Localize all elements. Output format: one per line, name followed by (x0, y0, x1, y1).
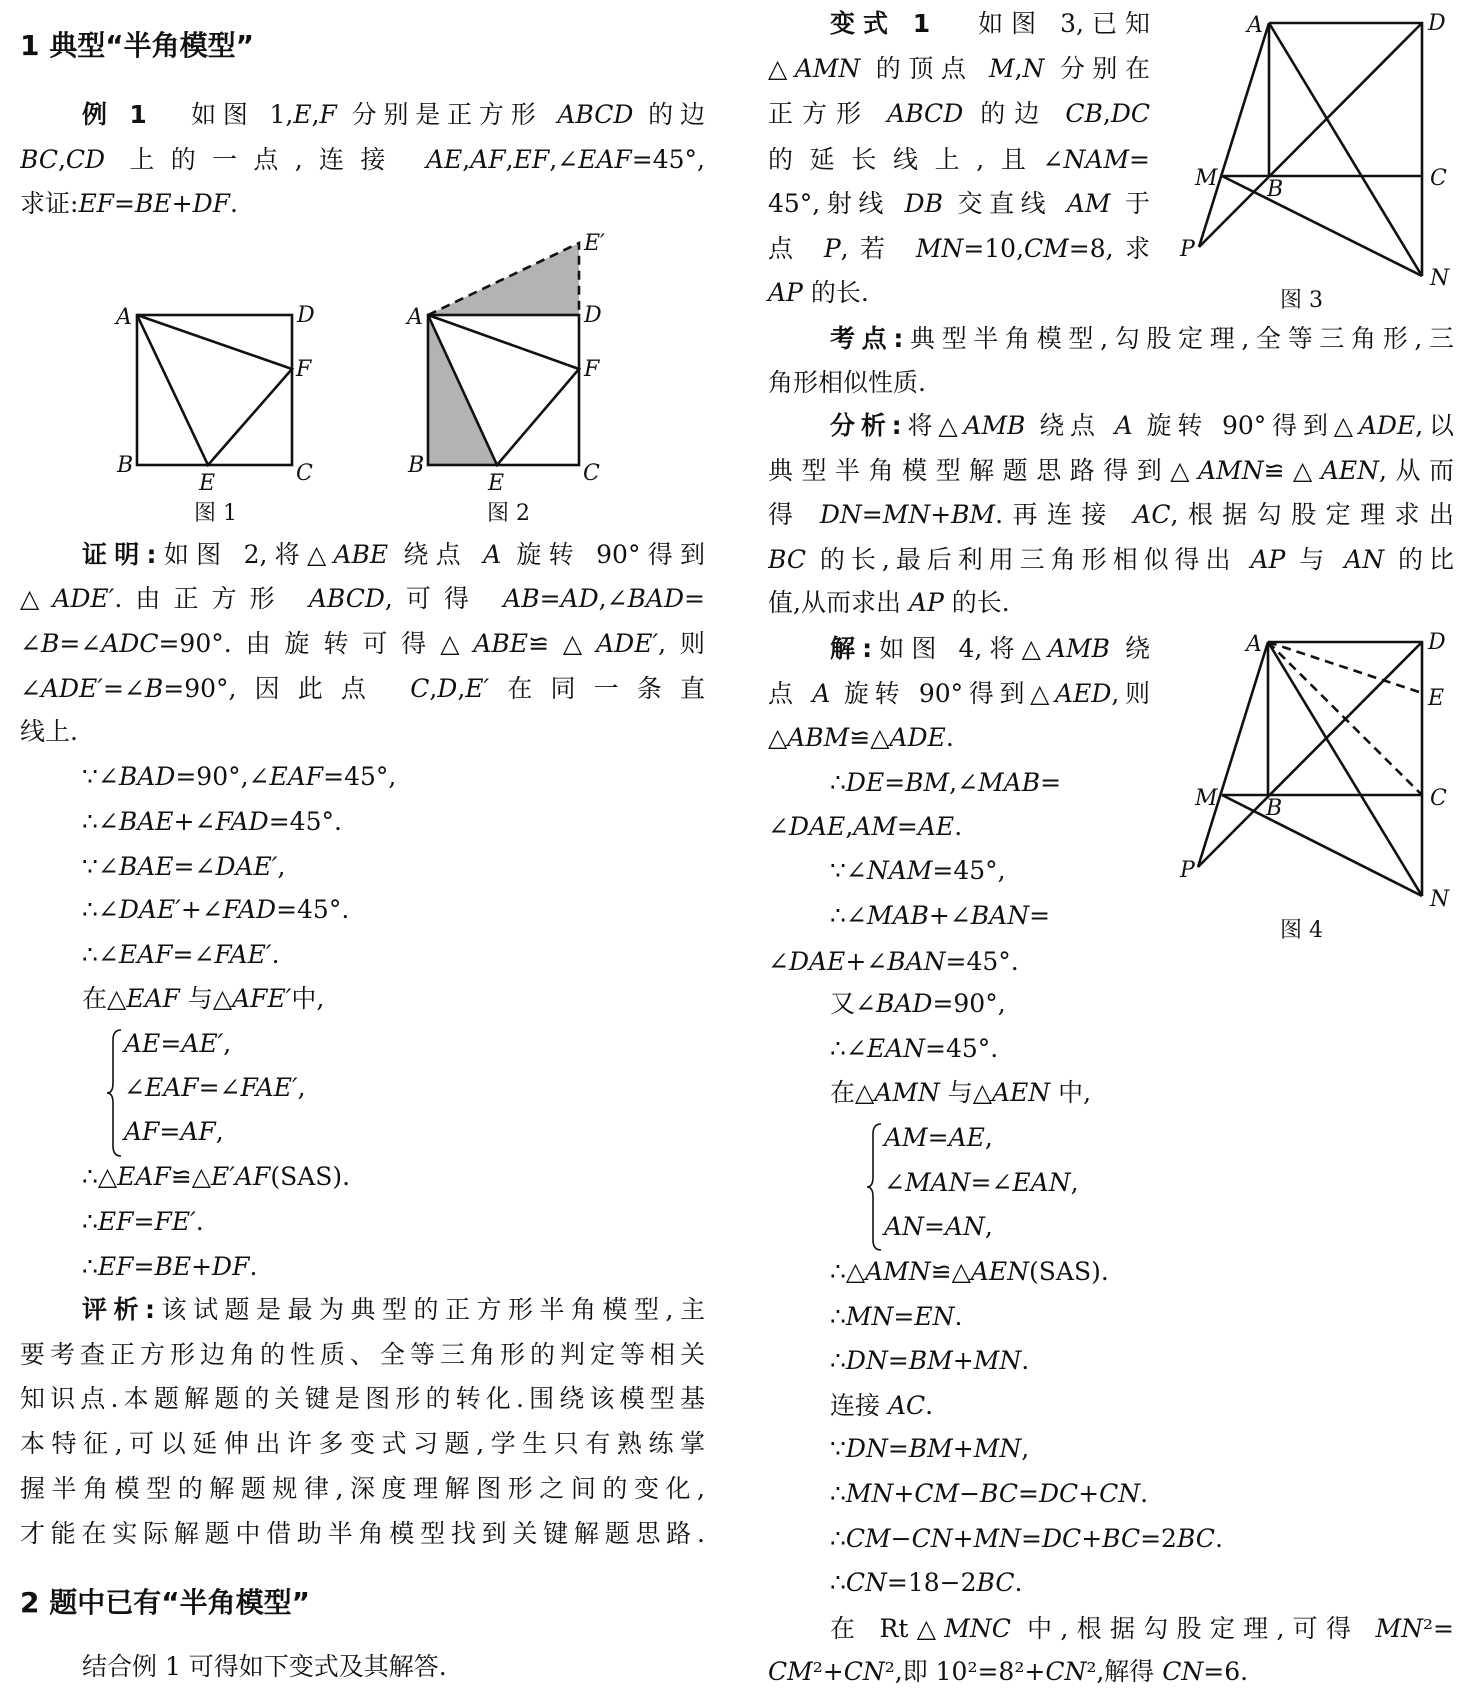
text-line: 在△EAF 与△AFE′中, (82, 984, 325, 1013)
point-label: E (1428, 686, 1445, 711)
text: 如图 4,将△AMB 绕 (872, 634, 1150, 663)
text-line: ∴EF=BE+DF. (82, 1252, 258, 1281)
text-line: ∠EAF=∠FAE′, (124, 1073, 306, 1102)
point-label: F (296, 357, 312, 382)
text-line: △ABM≌△ADE. (768, 723, 954, 752)
text-line: ∠B=∠ADC=90°.由旋转可得△ABE≌△ADE′,则 (20, 629, 705, 658)
text-line: ∴∠MAB+∠BAN= (830, 901, 1051, 930)
text-line: ∴DE=BM,∠MAB= (830, 768, 1062, 797)
text-line: 握半角模型的解题规律,深度理解图形之间的变化, (20, 1474, 705, 1503)
text-line: 本特征,可以延伸出许多变式习题,学生只有熟练掌 (20, 1429, 705, 1458)
point-label: B (117, 453, 134, 478)
comment-label: 评析: (82, 1295, 156, 1324)
text-line: AF=AF, (124, 1117, 224, 1146)
text-line: ∠DAE+∠BAN=45°. (768, 947, 1019, 976)
line-pd (1199, 23, 1422, 247)
text-line: ∴EF=FE′. (82, 1207, 204, 1236)
point-label: C (296, 461, 313, 486)
line-pd (1198, 642, 1422, 867)
text: 如图 1,E,F 分别是正方形 ABCD 的边 (191, 100, 705, 129)
text-line: ∴∠DAE′+∠FAD=45°. (82, 895, 350, 924)
text: 该试题是最为典型的正方形半角模型,主 (155, 1295, 705, 1324)
text-line: ∵∠BAE=∠DAE′, (82, 852, 286, 881)
text-line: 在 Rt△MNC 中,根据勾股定理,可得 MN²= (830, 1614, 1454, 1643)
text-line: 点 P,若 MN=10,CM=8,求 (768, 234, 1150, 263)
text-line: AN=AN, (884, 1212, 993, 1241)
figure-1 (114, 303, 315, 526)
point-label: C (1430, 786, 1447, 811)
point-label: A (116, 305, 132, 330)
text-line: 知识点.本题解题的关键是图形的转化.围绕该模型基 (20, 1384, 705, 1413)
triangle-aef (137, 315, 292, 465)
text-line: BC 的长,最后利用三角形相似得出 AP 与 AN 的比 (768, 545, 1454, 574)
text-line: AP 的长. (768, 278, 869, 307)
text-line: 值,从而求出 AP 的长. (768, 588, 1010, 617)
point-label: D (584, 303, 602, 328)
proof-label: 证明: (82, 540, 157, 569)
text-line: ∴MN=EN. (830, 1302, 963, 1331)
text-line: ∴∠BAE+∠FAD=45°. (82, 807, 342, 836)
square-abcd (137, 315, 292, 465)
example-label: 例 1 (82, 100, 147, 129)
text-line: ∴DN=BM+MN. (830, 1346, 1030, 1375)
point-label: D (297, 303, 315, 328)
point-label: B (1266, 796, 1283, 821)
point-label: A (1247, 13, 1263, 38)
text-line: 得 DN=MN+BM.再连接 AC,根据勾股定理求出 (768, 500, 1454, 529)
text-line: ∴∠EAN=45°. (830, 1034, 999, 1063)
text-line: ∵∠NAM=45°, (830, 856, 1006, 885)
text-line: 点 A 旋转 90°得到△AED,则 (768, 679, 1150, 708)
left-brace (107, 1030, 121, 1156)
figure-caption: 图 2 (487, 501, 530, 526)
dashed-ae (1268, 642, 1422, 693)
text-line: ∴MN+CM−BC=DC+CN. (830, 1479, 1149, 1508)
text-line: ∠MAN=∠EAN, (884, 1168, 1079, 1197)
figure-caption: 图 4 (1280, 918, 1323, 943)
point-label: E′ (584, 231, 606, 256)
text-line: △ADE′.由正方形 ABCD,可得 AB=AD,∠BAD= (20, 584, 705, 613)
text-line: ∴CN=18−2BC. (830, 1568, 1023, 1597)
point-label: D (1428, 630, 1446, 655)
text-line: ∠DAE,AM=AE. (768, 812, 963, 841)
point-label: C (583, 461, 600, 486)
text-line: CM²+CN²,即 10²=8²+CN²,解得 CN=6. (768, 1657, 1249, 1686)
analysis-label: 分析: (830, 411, 902, 440)
variant-label: 变式 1 (830, 9, 931, 38)
figure-4 (1179, 630, 1450, 943)
text-line: AE=AE′, (124, 1029, 232, 1058)
text-line: 求证:EF=BE+DF. (20, 189, 238, 218)
figure-caption: 图 3 (1280, 288, 1323, 313)
text-line: 在△AMN 与△AEN 中, (830, 1078, 1092, 1107)
figure-3 (1179, 11, 1450, 313)
text-line: 的延长线上,且∠NAM= (768, 145, 1150, 174)
figure-caption: 图 1 (194, 501, 237, 526)
text: 如图 3,已知 (978, 9, 1150, 38)
text-line: ∴△AMN≌△AEN(SAS). (830, 1257, 1109, 1286)
text-line: 结合例 1 可得如下变式及其解答. (82, 1652, 447, 1681)
text-line: AM=AE, (884, 1123, 993, 1152)
point-label: N (1430, 266, 1450, 291)
text-line: ∵∠BAD=90°,∠EAF=45°, (82, 762, 397, 791)
point-label: D (1428, 11, 1446, 36)
text-line: ∴CM−CN+MN=DC+BC=2BC. (830, 1524, 1223, 1553)
text-line: 连接 AC. (830, 1391, 934, 1420)
right-brace (867, 1124, 881, 1250)
text-line: 线上. (20, 717, 78, 746)
text-line: 典型半角模型解题思路得到△AMN≌△AEN,从而 (768, 456, 1454, 485)
text: 如图 2,将△ABE 绕点 A 旋转 90°得到 (156, 540, 705, 569)
point-label: A (407, 305, 423, 330)
text-line: 要考查正方形边角的性质、全等三角形的判定等相关 (20, 1340, 705, 1369)
text-line: 正方形 ABCD 的边 CB,DC (768, 99, 1150, 128)
point-label: E (488, 471, 505, 496)
text-line: 角形相似性质. (768, 368, 926, 397)
text-line: 又∠BAD=90°, (830, 989, 1006, 1018)
point-label: P (1180, 237, 1195, 262)
text-line: ∵DN=BM+MN, (830, 1434, 1030, 1463)
text: 典型半角模型,勾股定理,全等三角形,三 (903, 324, 1454, 353)
point-label: F (584, 357, 600, 382)
point-label: M (1195, 786, 1218, 811)
point-label: B (1267, 177, 1284, 202)
text-line: ∴△EAF≌△E′AF(SAS). (82, 1162, 351, 1191)
text-line: ∠ADE′=∠B=90°,因此点 C,D,E′在同一条直 (20, 674, 705, 703)
point-label: A (1246, 632, 1262, 657)
key-point-label: 考点: (830, 324, 904, 353)
text-line: ∴∠EAF=∠FAE′. (82, 940, 280, 969)
point-label: M (1195, 166, 1218, 191)
text: 将△AMB 绕点 A 旋转 90°得到△ADE,以 (901, 411, 1454, 440)
point-label: N (1430, 887, 1450, 912)
point-label: P (1180, 858, 1195, 883)
solution-label: 解: (830, 634, 873, 663)
text-line: 45°,射线 DB 交直线 AM 于 (768, 189, 1150, 218)
section-heading-1: 1 典型“半角模型” (20, 29, 255, 62)
section-heading-2: 2 题中已有“半角模型” (20, 1586, 311, 1619)
point-label: B (408, 453, 425, 478)
figure-2 (405, 231, 605, 526)
text-line: 才能在实际解题中借助半角模型找到关键解题思路. (20, 1519, 705, 1548)
text-line: △AMN 的顶点 M,N 分别在 (768, 54, 1150, 83)
point-label: E (199, 471, 216, 496)
point-label: C (1430, 166, 1447, 191)
text-line: BC,CD 上的一点,连接 AE,AF,EF,∠EAF=45°, (20, 145, 705, 174)
